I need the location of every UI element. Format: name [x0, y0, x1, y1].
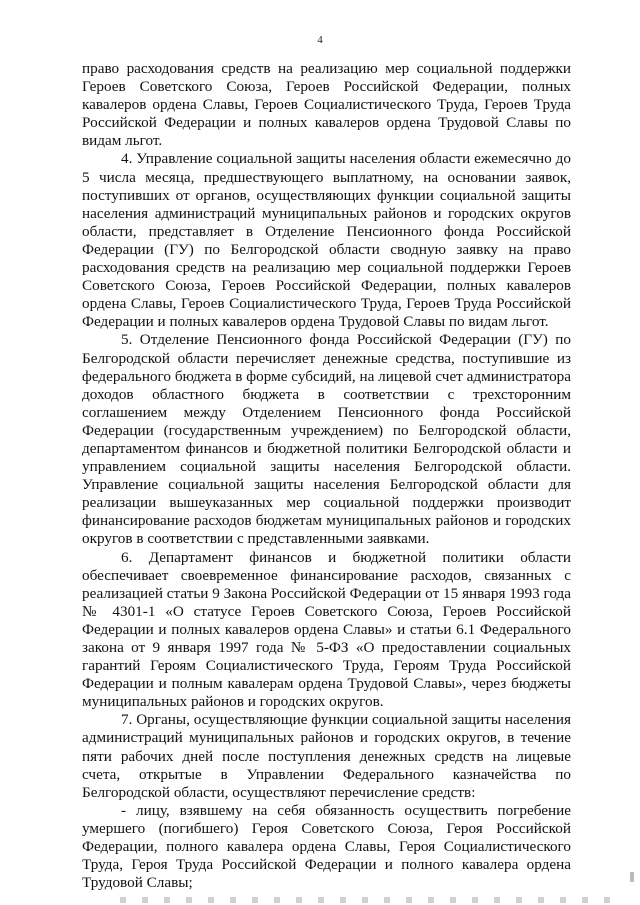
paragraph-item-7: 7. Органы, осуществляющие функции социальной защиты населения администраций муниципальных районов и городских округов, в течение пяти рабочих дней после поступления денежных средств на лицевые счета, открытые в Управлении Федерального казначейства по Белгородской области, осуществляют перечисление средств: [82, 711, 571, 801]
paragraph-item-5: 5. Отделение Пенсионного фонда Российской Федерации (ГУ) по Белгородской области перечисляет денежные средства, поступившие из федерального бюджета в форме субсидий, на лицевой счет администратора доходов областного бюджета в соответствии с трехсторонним соглашением между Отделением Пенсионного фонда Российской Федерации (государственным учреждением) по Белгородской области, департаментом финансов и бюджетной политики Белгородской области и управлением социальной защиты населения Белгородской области. Управление социальной защиты населения Белгородской области для реализации вышеуказанных мер социальной поддержки производит финансирование расходов бюджетам муниципальных районов и городских округов в соответствии с представленными заявками. [82, 331, 571, 548]
paragraph-item-4: 4. Управление социальной защиты населения области ежемесячно до 5 числа месяца, предшествующего выплатному, на основании заявок, поступивших от органов, осуществляющих функции социальной защиты населения администраций муниципальных районов и городских округов области, представляет в Отделение Пенсионного фонда Российской Федерации (ГУ) по Белгородской области сводную заявку на право расходования средств на реализацию мер социальной поддержки Героев Советского Союза, Героев Российской Федерации, полных кавалеров ордена Славы, Героев Социалистического Труда, Героев Труда Российской Федерации и полных кавалеров ордена Трудовой Славы по видам льгот. [82, 150, 571, 331]
paragraph-item-6: 6. Департамент финансов и бюджетной политики области обеспечивает своевременное финансирование расходов, связанных с реализацией статьи 9 Закона Российской Федерации от 15 января 1993 года № 4301-1 «О статусе Героев Советского Союза, Героев Российской Федерации и полных кавалеров ордена Славы» и статьи 6.1 Федерального закона от 9 января 1997 года № 5-ФЗ «О предоставлении социальных гарантий Героям Социалистического Труда, Героям Труда Российской Федерации и полным кавалерам ордена Трудовой Славы», через бюджеты муниципальных районов и городских округов. [82, 548, 571, 711]
document-body [82, 60, 571, 892]
page-number: 4 [317, 34, 323, 46]
scan-edge-artifact [120, 897, 620, 903]
scan-speck [630, 872, 634, 882]
paragraph-continuation: право расходования средств на реализацию мер социальной поддержки Героев Советского Союза, Героев Российской Федерации, полных кавалеров ордена Славы, Героев Социалистического Труда, Героев Труда Российской Федерации и полных кавалеров ордена Трудовой Славы по видам льгот. [82, 60, 571, 150]
paragraph-item-7-dash-1: - лицу, взявшему на себя обязанность осуществить погребение умершего (погибшего) Героя Советского Союза, Героя Российской Федерации, полного кавалера ордена Славы, Героя Социалистического Труда, Героя Труда Российской Федерации и полного кавалера ордена Трудовой Славы; [82, 801, 571, 892]
